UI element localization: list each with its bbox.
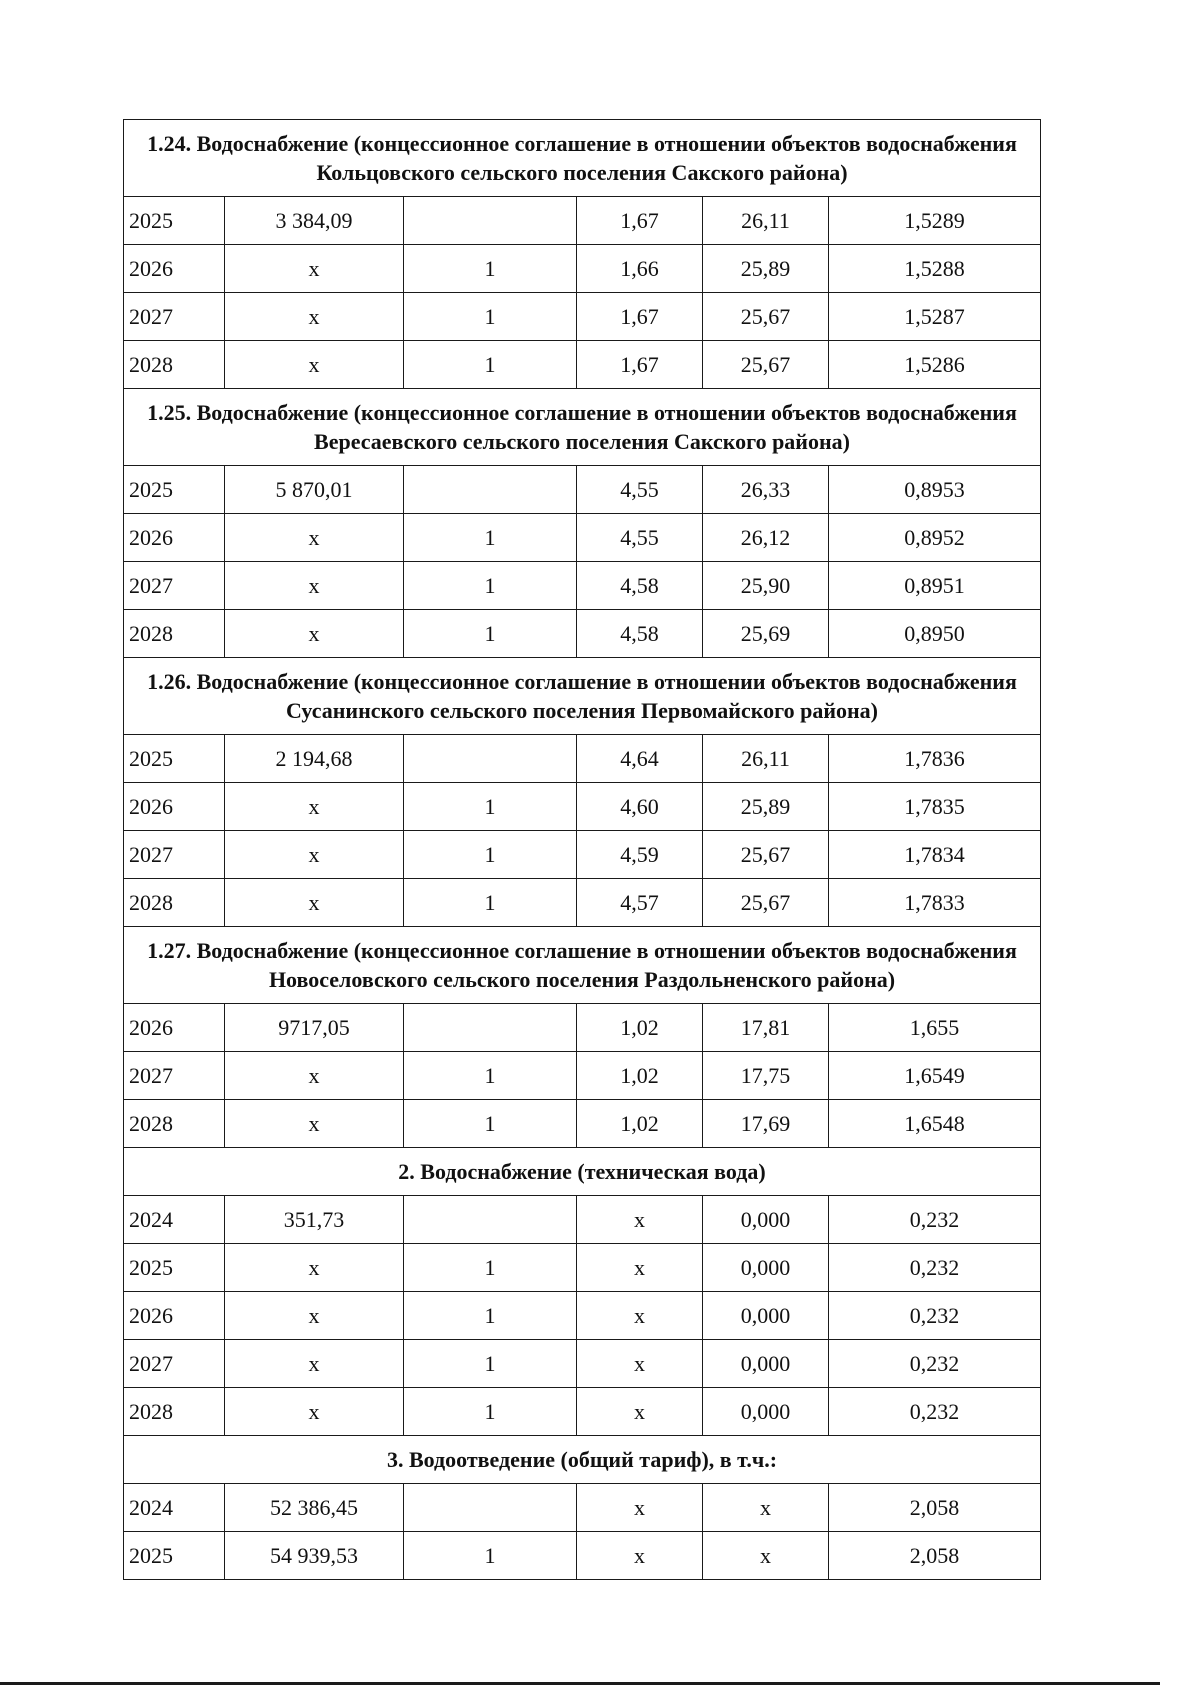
- param-b-cell: 25,67: [703, 341, 829, 389]
- param-a-cell: x: [577, 1532, 703, 1580]
- value-cell: 351,73: [225, 1196, 404, 1244]
- param-a-cell: x: [577, 1484, 703, 1532]
- param-b-cell: 25,67: [703, 879, 829, 927]
- year-cell: 2024: [124, 1196, 225, 1244]
- value-cell: x: [225, 610, 404, 658]
- param-a-cell: 4,58: [577, 562, 703, 610]
- param-b-cell: 17,81: [703, 1004, 829, 1052]
- param-a-cell: 4,59: [577, 831, 703, 879]
- param-c-cell: 1,5286: [829, 341, 1041, 389]
- param-c-cell: 0,232: [829, 1244, 1041, 1292]
- section-header-row: [124, 658, 1041, 735]
- param-b-cell: 25,69: [703, 610, 829, 658]
- param-a-cell: 4,57: [577, 879, 703, 927]
- table-row: [124, 735, 1041, 783]
- index-cell: 1: [404, 1052, 577, 1100]
- table-row: [124, 1004, 1041, 1052]
- index-cell: 1: [404, 245, 577, 293]
- value-cell: x: [225, 562, 404, 610]
- section-header-row: [124, 1148, 1041, 1196]
- param-c-cell: 0,232: [829, 1388, 1041, 1436]
- param-c-cell: 1,7833: [829, 879, 1041, 927]
- year-cell: 2025: [124, 197, 225, 245]
- param-c-cell: 2,058: [829, 1532, 1041, 1580]
- value-cell: x: [225, 293, 404, 341]
- param-b-cell: 25,67: [703, 293, 829, 341]
- index-cell: 1: [404, 1532, 577, 1580]
- value-cell: 9717,05: [225, 1004, 404, 1052]
- param-c-cell: 0,232: [829, 1340, 1041, 1388]
- year-cell: 2027: [124, 562, 225, 610]
- value-cell: x: [225, 1388, 404, 1436]
- param-c-cell: 2,058: [829, 1484, 1041, 1532]
- table-row: [124, 245, 1041, 293]
- table-row: [124, 1100, 1041, 1148]
- param-b-cell: 26,11: [703, 735, 829, 783]
- section-header-row: [124, 927, 1041, 1004]
- param-b-cell: 0,000: [703, 1292, 829, 1340]
- param-a-cell: 1,67: [577, 197, 703, 245]
- year-cell: 2025: [124, 1532, 225, 1580]
- year-cell: 2028: [124, 341, 225, 389]
- param-a-cell: 1,67: [577, 293, 703, 341]
- index-cell: [404, 735, 577, 783]
- value-cell: 5 870,01: [225, 466, 404, 514]
- index-cell: [404, 1004, 577, 1052]
- param-c-cell: 1,5287: [829, 293, 1041, 341]
- value-cell: 2 194,68: [225, 735, 404, 783]
- index-cell: [404, 466, 577, 514]
- param-a-cell: x: [577, 1196, 703, 1244]
- year-cell: 2028: [124, 610, 225, 658]
- param-b-cell: 26,11: [703, 197, 829, 245]
- table-row: [124, 1532, 1041, 1580]
- index-cell: 1: [404, 1244, 577, 1292]
- table-row: [124, 514, 1041, 562]
- bottom-divider: [0, 1682, 1160, 1685]
- table-row: [124, 466, 1041, 514]
- index-cell: 1: [404, 514, 577, 562]
- param-b-cell: 26,12: [703, 514, 829, 562]
- param-a-cell: 1,02: [577, 1004, 703, 1052]
- param-a-cell: 4,55: [577, 466, 703, 514]
- param-c-cell: 1,7834: [829, 831, 1041, 879]
- value-cell: x: [225, 514, 404, 562]
- index-cell: 1: [404, 1100, 577, 1148]
- year-cell: 2027: [124, 1052, 225, 1100]
- value-cell: 3 384,09: [225, 197, 404, 245]
- section-header-row: [124, 389, 1041, 466]
- year-cell: 2026: [124, 514, 225, 562]
- param-b-cell: 0,000: [703, 1196, 829, 1244]
- index-cell: [404, 197, 577, 245]
- param-c-cell: 0,8950: [829, 610, 1041, 658]
- index-cell: [404, 1484, 577, 1532]
- param-c-cell: 1,6548: [829, 1100, 1041, 1148]
- table-row: [124, 783, 1041, 831]
- table-row: [124, 197, 1041, 245]
- param-c-cell: 1,7835: [829, 783, 1041, 831]
- section-header-row: [124, 1436, 1041, 1484]
- year-cell: 2026: [124, 783, 225, 831]
- param-c-cell: 1,7836: [829, 735, 1041, 783]
- param-a-cell: x: [577, 1388, 703, 1436]
- param-b-cell: 17,75: [703, 1052, 829, 1100]
- value-cell: x: [225, 245, 404, 293]
- value-cell: x: [225, 1244, 404, 1292]
- param-c-cell: 1,655: [829, 1004, 1041, 1052]
- table-row: [124, 1292, 1041, 1340]
- table-row: [124, 610, 1041, 658]
- year-cell: 2026: [124, 1004, 225, 1052]
- param-c-cell: 1,6549: [829, 1052, 1041, 1100]
- index-cell: 1: [404, 610, 577, 658]
- param-a-cell: 1,67: [577, 341, 703, 389]
- index-cell: 1: [404, 783, 577, 831]
- value-cell: x: [225, 1100, 404, 1148]
- index-cell: 1: [404, 293, 577, 341]
- year-cell: 2025: [124, 735, 225, 783]
- table-row: [124, 831, 1041, 879]
- param-b-cell: 25,89: [703, 245, 829, 293]
- year-cell: 2027: [124, 293, 225, 341]
- value-cell: x: [225, 831, 404, 879]
- param-b-cell: 25,67: [703, 831, 829, 879]
- param-b-cell: 0,000: [703, 1244, 829, 1292]
- tariff-table: [123, 119, 1041, 1580]
- value-cell: 54 939,53: [225, 1532, 404, 1580]
- table-row: [124, 1340, 1041, 1388]
- year-cell: 2026: [124, 245, 225, 293]
- year-cell: 2025: [124, 466, 225, 514]
- value-cell: x: [225, 783, 404, 831]
- param-b-cell: x: [703, 1484, 829, 1532]
- table-row: [124, 1244, 1041, 1292]
- param-b-cell: 25,89: [703, 783, 829, 831]
- param-a-cell: x: [577, 1244, 703, 1292]
- index-cell: 1: [404, 1340, 577, 1388]
- year-cell: 2027: [124, 831, 225, 879]
- param-c-cell: 0,8952: [829, 514, 1041, 562]
- param-c-cell: 1,5289: [829, 197, 1041, 245]
- table-row: [124, 562, 1041, 610]
- year-cell: 2025: [124, 1244, 225, 1292]
- table-row: [124, 1196, 1041, 1244]
- param-a-cell: x: [577, 1292, 703, 1340]
- value-cell: x: [225, 1292, 404, 1340]
- param-c-cell: 0,232: [829, 1292, 1041, 1340]
- section-title: 3. Водоотведение (общий тариф), в т.ч.:: [124, 1436, 1041, 1484]
- param-c-cell: 0,8953: [829, 466, 1041, 514]
- param-a-cell: 4,58: [577, 610, 703, 658]
- param-b-cell: 0,000: [703, 1340, 829, 1388]
- param-b-cell: 0,000: [703, 1388, 829, 1436]
- year-cell: 2027: [124, 1340, 225, 1388]
- value-cell: x: [225, 879, 404, 927]
- table-row: [124, 1388, 1041, 1436]
- table-body: [124, 120, 1041, 1580]
- value-cell: x: [225, 1340, 404, 1388]
- section-title: 1.27. Водоснабжение (концессионное соглашение в отношении объектов водоснабжения Новоселовского сельского поселения Раздольненского района): [124, 927, 1041, 1004]
- section-title: 1.24. Водоснабжение (концессионное соглашение в отношении объектов водоснабжения Кольцовского сельского поселения Сакского района): [124, 120, 1041, 197]
- year-cell: 2028: [124, 1100, 225, 1148]
- table-row: [124, 1052, 1041, 1100]
- param-a-cell: 1,66: [577, 245, 703, 293]
- index-cell: 1: [404, 879, 577, 927]
- param-b-cell: 26,33: [703, 466, 829, 514]
- param-c-cell: 1,5288: [829, 245, 1041, 293]
- index-cell: 1: [404, 562, 577, 610]
- index-cell: [404, 1196, 577, 1244]
- param-c-cell: 0,232: [829, 1196, 1041, 1244]
- section-title: 1.26. Водоснабжение (концессионное соглашение в отношении объектов водоснабжения Сусанинского сельского поселения Первомайского района): [124, 658, 1041, 735]
- param-b-cell: x: [703, 1532, 829, 1580]
- section-title: 2. Водоснабжение (техническая вода): [124, 1148, 1041, 1196]
- index-cell: 1: [404, 1292, 577, 1340]
- table-row: [124, 293, 1041, 341]
- param-c-cell: 0,8951: [829, 562, 1041, 610]
- value-cell: 52 386,45: [225, 1484, 404, 1532]
- table-row: [124, 879, 1041, 927]
- param-b-cell: 17,69: [703, 1100, 829, 1148]
- index-cell: 1: [404, 1388, 577, 1436]
- table-row: [124, 1484, 1041, 1532]
- param-a-cell: x: [577, 1340, 703, 1388]
- param-a-cell: 4,64: [577, 735, 703, 783]
- param-b-cell: 25,90: [703, 562, 829, 610]
- year-cell: 2026: [124, 1292, 225, 1340]
- year-cell: 2028: [124, 1388, 225, 1436]
- param-a-cell: 4,60: [577, 783, 703, 831]
- section-title: 1.25. Водоснабжение (концессионное соглашение в отношении объектов водоснабжения Вересаевского сельского поселения Сакского района): [124, 389, 1041, 466]
- param-a-cell: 4,55: [577, 514, 703, 562]
- year-cell: 2028: [124, 879, 225, 927]
- param-a-cell: 1,02: [577, 1100, 703, 1148]
- value-cell: x: [225, 1052, 404, 1100]
- year-cell: 2024: [124, 1484, 225, 1532]
- param-a-cell: 1,02: [577, 1052, 703, 1100]
- table-row: [124, 341, 1041, 389]
- section-header-row: [124, 120, 1041, 197]
- index-cell: 1: [404, 831, 577, 879]
- index-cell: 1: [404, 341, 577, 389]
- value-cell: x: [225, 341, 404, 389]
